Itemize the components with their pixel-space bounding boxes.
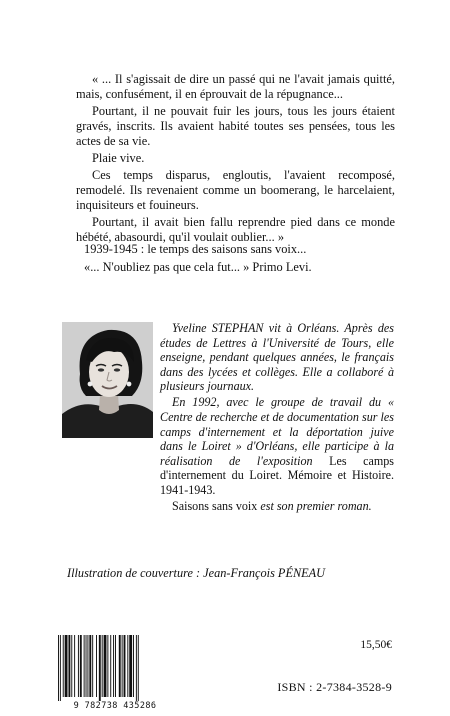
barcode-bar (86, 635, 87, 697)
barcode-bar (138, 635, 139, 701)
dates-line: 1939-1945 : le temps des saisons sans voix... (84, 242, 307, 256)
barcode-digits: 9 782738 435286 (73, 701, 157, 711)
bio-text: En 1992, avec le groupe de travail du « Centre de recherche et de documentation sur les camps d'internement et la déportation juive dans le Loiret » d'Orléans, elle participe à la réalisation de l'exposition (160, 395, 394, 468)
barcode-image (56, 635, 174, 701)
barcode-bar (74, 635, 75, 697)
barcode-bar (127, 635, 128, 697)
barcode-bar (96, 635, 97, 697)
book-title: Saisons sans voix (172, 499, 258, 514)
blurb-paragraph: Pourtant, il avait bien fallu reprendre pied dans ce monde hébété, abasourdi, qu'il voulait oublier... » (76, 215, 395, 245)
blurb-paragraph: « ... Il s'agissait de dire un passé qui ne l'avait jamais quitté, mais, confusément, il en éprouvait de la répugnance... (76, 72, 395, 102)
blurb-paragraph: Plaie vive. (92, 151, 145, 166)
bio-text: Yveline STEPHAN vit à Orléans. Après des études de Lettres à l'Université de Tours, elle enseigne, pendant quelques années, le français dans des lycées et collèges. Elle a collaboré à plusieurs journaux. (160, 321, 394, 394)
barcode-bar (92, 635, 93, 697)
barcode-bar (113, 635, 114, 697)
barcode-bar (124, 635, 126, 697)
barcode-bar (89, 635, 91, 697)
barcode-bar (60, 635, 61, 701)
barcode-bar (129, 635, 132, 697)
price-label: 15,50€ (360, 639, 392, 651)
barcode-bar (87, 635, 88, 697)
barcode-bar (133, 635, 134, 697)
primo-levi-quote: «... N'oubliez pas que cela fut... » Primo Levi. (84, 260, 312, 274)
bio-paragraph-1 (160, 321, 394, 394)
cover-illustration-credit: Illustration de couverture : Jean-François PÉNEAU (67, 566, 326, 580)
isbn-label: ISBN : 2-7384-3528-9 (277, 680, 392, 694)
barcode-bar (102, 635, 103, 697)
barcode-bar (84, 635, 85, 697)
barcode-bar (99, 635, 101, 701)
barcode-bar (119, 635, 121, 697)
barcode-bar (65, 635, 68, 697)
barcode-bar (71, 635, 72, 697)
author-portrait-image (62, 322, 153, 438)
barcode-bar (80, 635, 82, 697)
exhibition-title: Les camps d'internement du Loiret. Mémoire et Histoire. 1941-1943. (160, 453, 394, 498)
barcode-bar (63, 635, 64, 697)
barcode-bar (122, 635, 123, 697)
barcode-bar (104, 635, 107, 697)
bio-paragraph-2 (160, 395, 394, 497)
dates-epigraph (76, 240, 395, 276)
barcode-bar (115, 635, 116, 697)
author-photo (62, 322, 153, 438)
barcode-bar (110, 635, 111, 697)
barcode-bar (58, 635, 59, 701)
blurb-paragraph: Pourtant, il ne pouvait fuir les jours, tous les jours étaient gravés, inscrits. Ils avaient habité toutes ses pensées, tous les actes de sa vie. (76, 104, 395, 149)
barcode-bar (68, 635, 70, 697)
barcode-bar (78, 635, 79, 697)
barcode-bar (136, 635, 137, 701)
blurb-quote (76, 72, 395, 247)
bio-text: est son premier roman. (257, 499, 372, 514)
author-biography (160, 321, 394, 515)
barcode-bar (107, 635, 108, 697)
bio-paragraph-3 (160, 499, 394, 514)
blurb-paragraph: Ces temps disparus, engloutis, l'avaient recomposé, remodelé. Ils revenaient comme un boomerang, le harcelaient, inquisiteurs et fouineurs. (76, 168, 395, 213)
